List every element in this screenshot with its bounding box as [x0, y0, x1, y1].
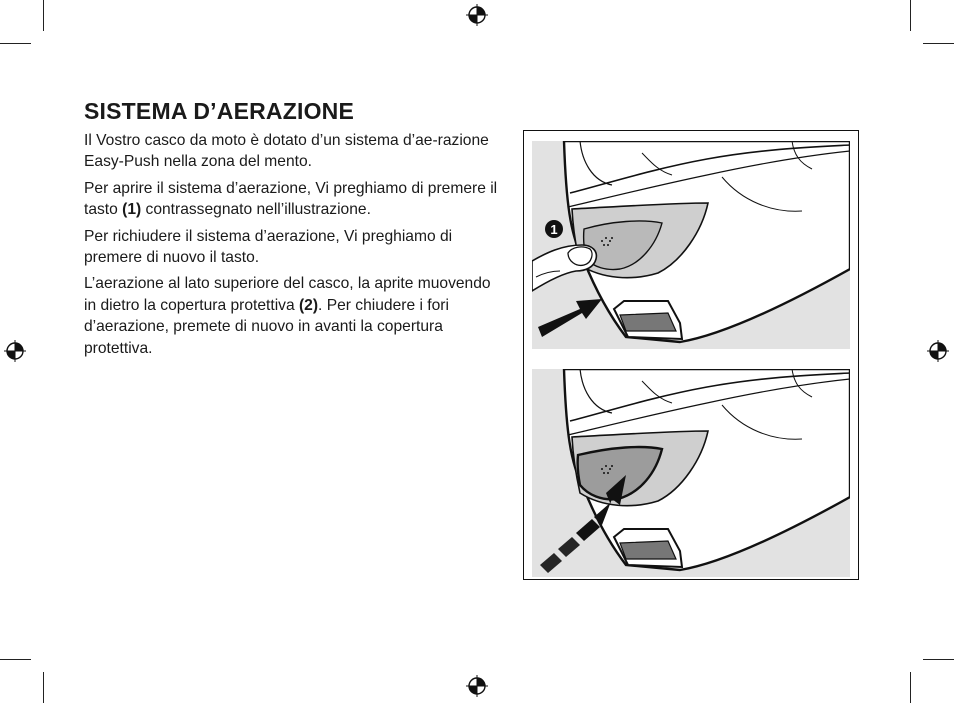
crop-mark-bottom-right-horizontal	[923, 659, 954, 660]
registration-mark-left	[4, 340, 26, 362]
text-segment: Per aprire il sistema d’aerazione, Vi preghiamo di premere il tasto	[84, 179, 498, 219]
paragraph-top-vent	[84, 273, 504, 359]
illustration-panel-press-button	[532, 141, 850, 349]
crop-mark-top-right-horizontal	[923, 43, 954, 44]
crop-mark-bottom-left-vertical	[43, 672, 44, 703]
ventilation-illustration	[523, 130, 859, 580]
crop-mark-top-left-horizontal	[0, 43, 31, 44]
text-segment: L’aerazione al lato superiore del casco, la aprite muovendo in dietro la copertura protettiva	[84, 275, 491, 314]
crop-mark-bottom-right-vertical	[910, 672, 911, 703]
cover-reference-2: (2)	[298, 296, 319, 314]
crop-mark-top-right-vertical	[910, 0, 911, 31]
crop-mark-top-left-vertical	[43, 0, 44, 31]
paragraph-open	[84, 178, 504, 221]
text-segment: Per richiudere il sistema d’aerazione, Vi preghiamo di premere di nuovo il tasto.	[84, 227, 453, 267]
crop-mark-bottom-left-horizontal	[0, 659, 31, 660]
registration-mark-right	[927, 340, 949, 362]
section-title: SISTEMA D’AERAZIONE	[84, 98, 355, 124]
registration-mark-bottom	[466, 675, 488, 697]
text-segment: contrassegnato nell’illustrazione.	[141, 201, 371, 219]
text-segment: Il Vostro casco da moto è dotato d’un sistema d’ae-razione Easy-Push nella zona del mento.	[84, 132, 489, 171]
callout-1-label: 1	[550, 222, 558, 237]
helmet-press-illustration	[532, 141, 850, 349]
helmet-vent-open-illustration	[532, 369, 850, 577]
paragraph-close	[84, 226, 504, 269]
instructions-text	[84, 130, 504, 364]
button-reference-1: (1)	[122, 201, 142, 219]
illustration-panel-vent-open	[532, 369, 850, 577]
registration-mark-top	[466, 4, 488, 26]
text-segment: . Per chiudere i fori d’aerazione, premete di nuovo in avanti la copertura protettiva.	[84, 296, 449, 357]
paragraph-intro	[84, 130, 504, 173]
